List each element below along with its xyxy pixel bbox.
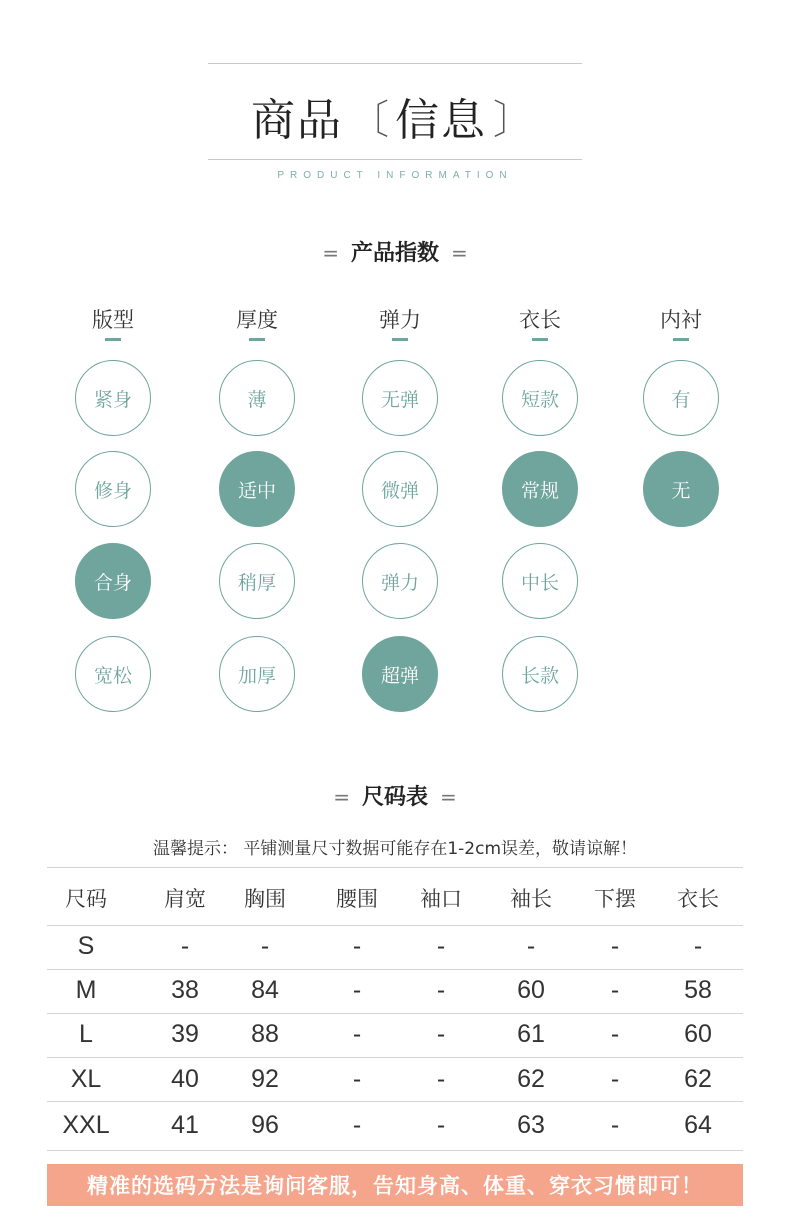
title-main: 商品 — [251, 95, 343, 146]
table-cell: - — [436, 932, 446, 960]
table-header-cell: 腰围 — [336, 887, 378, 911]
table-cell: 84 — [251, 976, 279, 1004]
table-cell: 58 — [684, 976, 712, 1004]
table-cell: - — [180, 932, 190, 960]
table-cell: - — [436, 1020, 446, 1048]
table-cell: 38 — [171, 976, 199, 1004]
index-column-label: 弹力 — [379, 308, 421, 332]
size-label-cell: M — [75, 976, 97, 1004]
table-cell: 41 — [171, 1111, 199, 1139]
decor-right: = — [451, 241, 468, 265]
index-option-selected: 超弹 — [362, 636, 438, 712]
table-header-cell: 下摆 — [594, 887, 636, 911]
page-title — [208, 84, 582, 148]
table-cell: - — [610, 1111, 620, 1139]
table-cell: 88 — [251, 1020, 279, 1048]
size-label-cell: L — [79, 1020, 93, 1048]
index-section-title — [0, 236, 790, 267]
column-underline — [249, 338, 265, 341]
table-cell: 39 — [171, 1020, 199, 1048]
index-option: 无弹 — [362, 360, 438, 436]
column-underline — [673, 338, 689, 341]
measurement-note: 温馨提示： 平铺测量尺寸数据可能存在1-2cm误差，敬请谅解！ — [152, 839, 638, 859]
decor-right: = — [440, 785, 457, 809]
size-label-cell: XXL — [62, 1111, 110, 1139]
table-cell: 40 — [171, 1065, 199, 1093]
table-cell: 60 — [684, 1020, 712, 1048]
index-column-label: 厚度 — [236, 308, 278, 332]
bracket-open: 〔 — [349, 96, 389, 143]
table-header-cell: 袖口 — [420, 887, 462, 911]
table-cell: - — [610, 1065, 620, 1093]
table-header-cell: 尺码 — [65, 887, 107, 911]
header-bottom-rule — [208, 159, 582, 160]
index-option: 有 — [643, 360, 719, 436]
table-rule — [47, 969, 743, 970]
table-rule — [47, 867, 743, 868]
size-label-cell: XL — [70, 1065, 102, 1093]
index-column-label: 衣长 — [519, 308, 561, 332]
table-header-cell: 肩宽 — [164, 887, 206, 911]
size-label-cell: S — [77, 932, 95, 960]
table-cell: 92 — [251, 1065, 279, 1093]
index-option: 紧身 — [75, 360, 151, 436]
index-option: 短款 — [502, 360, 578, 436]
decor-left: = — [333, 785, 350, 809]
table-cell: 61 — [517, 1020, 545, 1048]
table-cell: 62 — [684, 1065, 712, 1093]
column-underline — [532, 338, 548, 341]
column-underline — [105, 338, 121, 341]
table-cell: - — [352, 976, 362, 1004]
table-cell: - — [352, 932, 362, 960]
index-option: 宽松 — [75, 636, 151, 712]
size-section-title — [0, 780, 790, 811]
table-cell: - — [693, 932, 703, 960]
advice-banner: 精准的选码方法是询问客服，告知身高、体重、穿衣习惯即可！ — [47, 1164, 743, 1206]
index-column-label: 版型 — [92, 308, 134, 332]
index-option-selected: 无 — [643, 451, 719, 527]
table-rule — [47, 1057, 743, 1058]
header-top-rule — [208, 63, 582, 64]
table-cell: 96 — [251, 1111, 279, 1139]
title-bracketed: 信息 — [395, 95, 487, 146]
table-cell: - — [610, 932, 620, 960]
index-option: 中长 — [502, 543, 578, 619]
table-header-cell: 胸围 — [244, 887, 286, 911]
index-column-label: 内衬 — [660, 308, 702, 332]
table-cell: - — [610, 976, 620, 1004]
table-cell: - — [436, 1065, 446, 1093]
table-cell: - — [260, 932, 270, 960]
table-cell: - — [436, 976, 446, 1004]
index-option: 薄 — [219, 360, 295, 436]
index-option: 稍厚 — [219, 543, 295, 619]
index-option: 加厚 — [219, 636, 295, 712]
table-rule — [47, 1101, 743, 1102]
table-header-cell: 袖长 — [510, 887, 552, 911]
table-rule — [47, 1150, 743, 1151]
index-option: 修身 — [75, 451, 151, 527]
index-option: 微弹 — [362, 451, 438, 527]
table-cell: - — [352, 1111, 362, 1139]
table-cell: - — [526, 932, 536, 960]
table-cell: - — [436, 1111, 446, 1139]
table-cell: - — [610, 1020, 620, 1048]
column-underline — [392, 338, 408, 341]
table-cell: - — [352, 1020, 362, 1048]
index-option: 长款 — [502, 636, 578, 712]
index-option: 弹力 — [362, 543, 438, 619]
table-cell: 60 — [517, 976, 545, 1004]
table-cell: 63 — [517, 1111, 545, 1139]
decor-left: = — [322, 241, 339, 265]
table-cell: 64 — [684, 1111, 712, 1139]
size-title-text: 尺码表 — [361, 785, 428, 810]
bracket-close: 〕 — [493, 96, 533, 143]
table-rule — [47, 1013, 743, 1014]
table-cell: - — [352, 1065, 362, 1093]
table-rule — [47, 925, 743, 926]
index-option-selected: 常规 — [502, 451, 578, 527]
table-cell: 62 — [517, 1065, 545, 1093]
page-subtitle: PRODUCT INFORMATION — [277, 170, 513, 181]
table-header-cell: 衣长 — [677, 887, 719, 911]
index-option-selected: 适中 — [219, 451, 295, 527]
index-option-selected: 合身 — [75, 543, 151, 619]
index-title-text: 产品指数 — [350, 241, 439, 266]
